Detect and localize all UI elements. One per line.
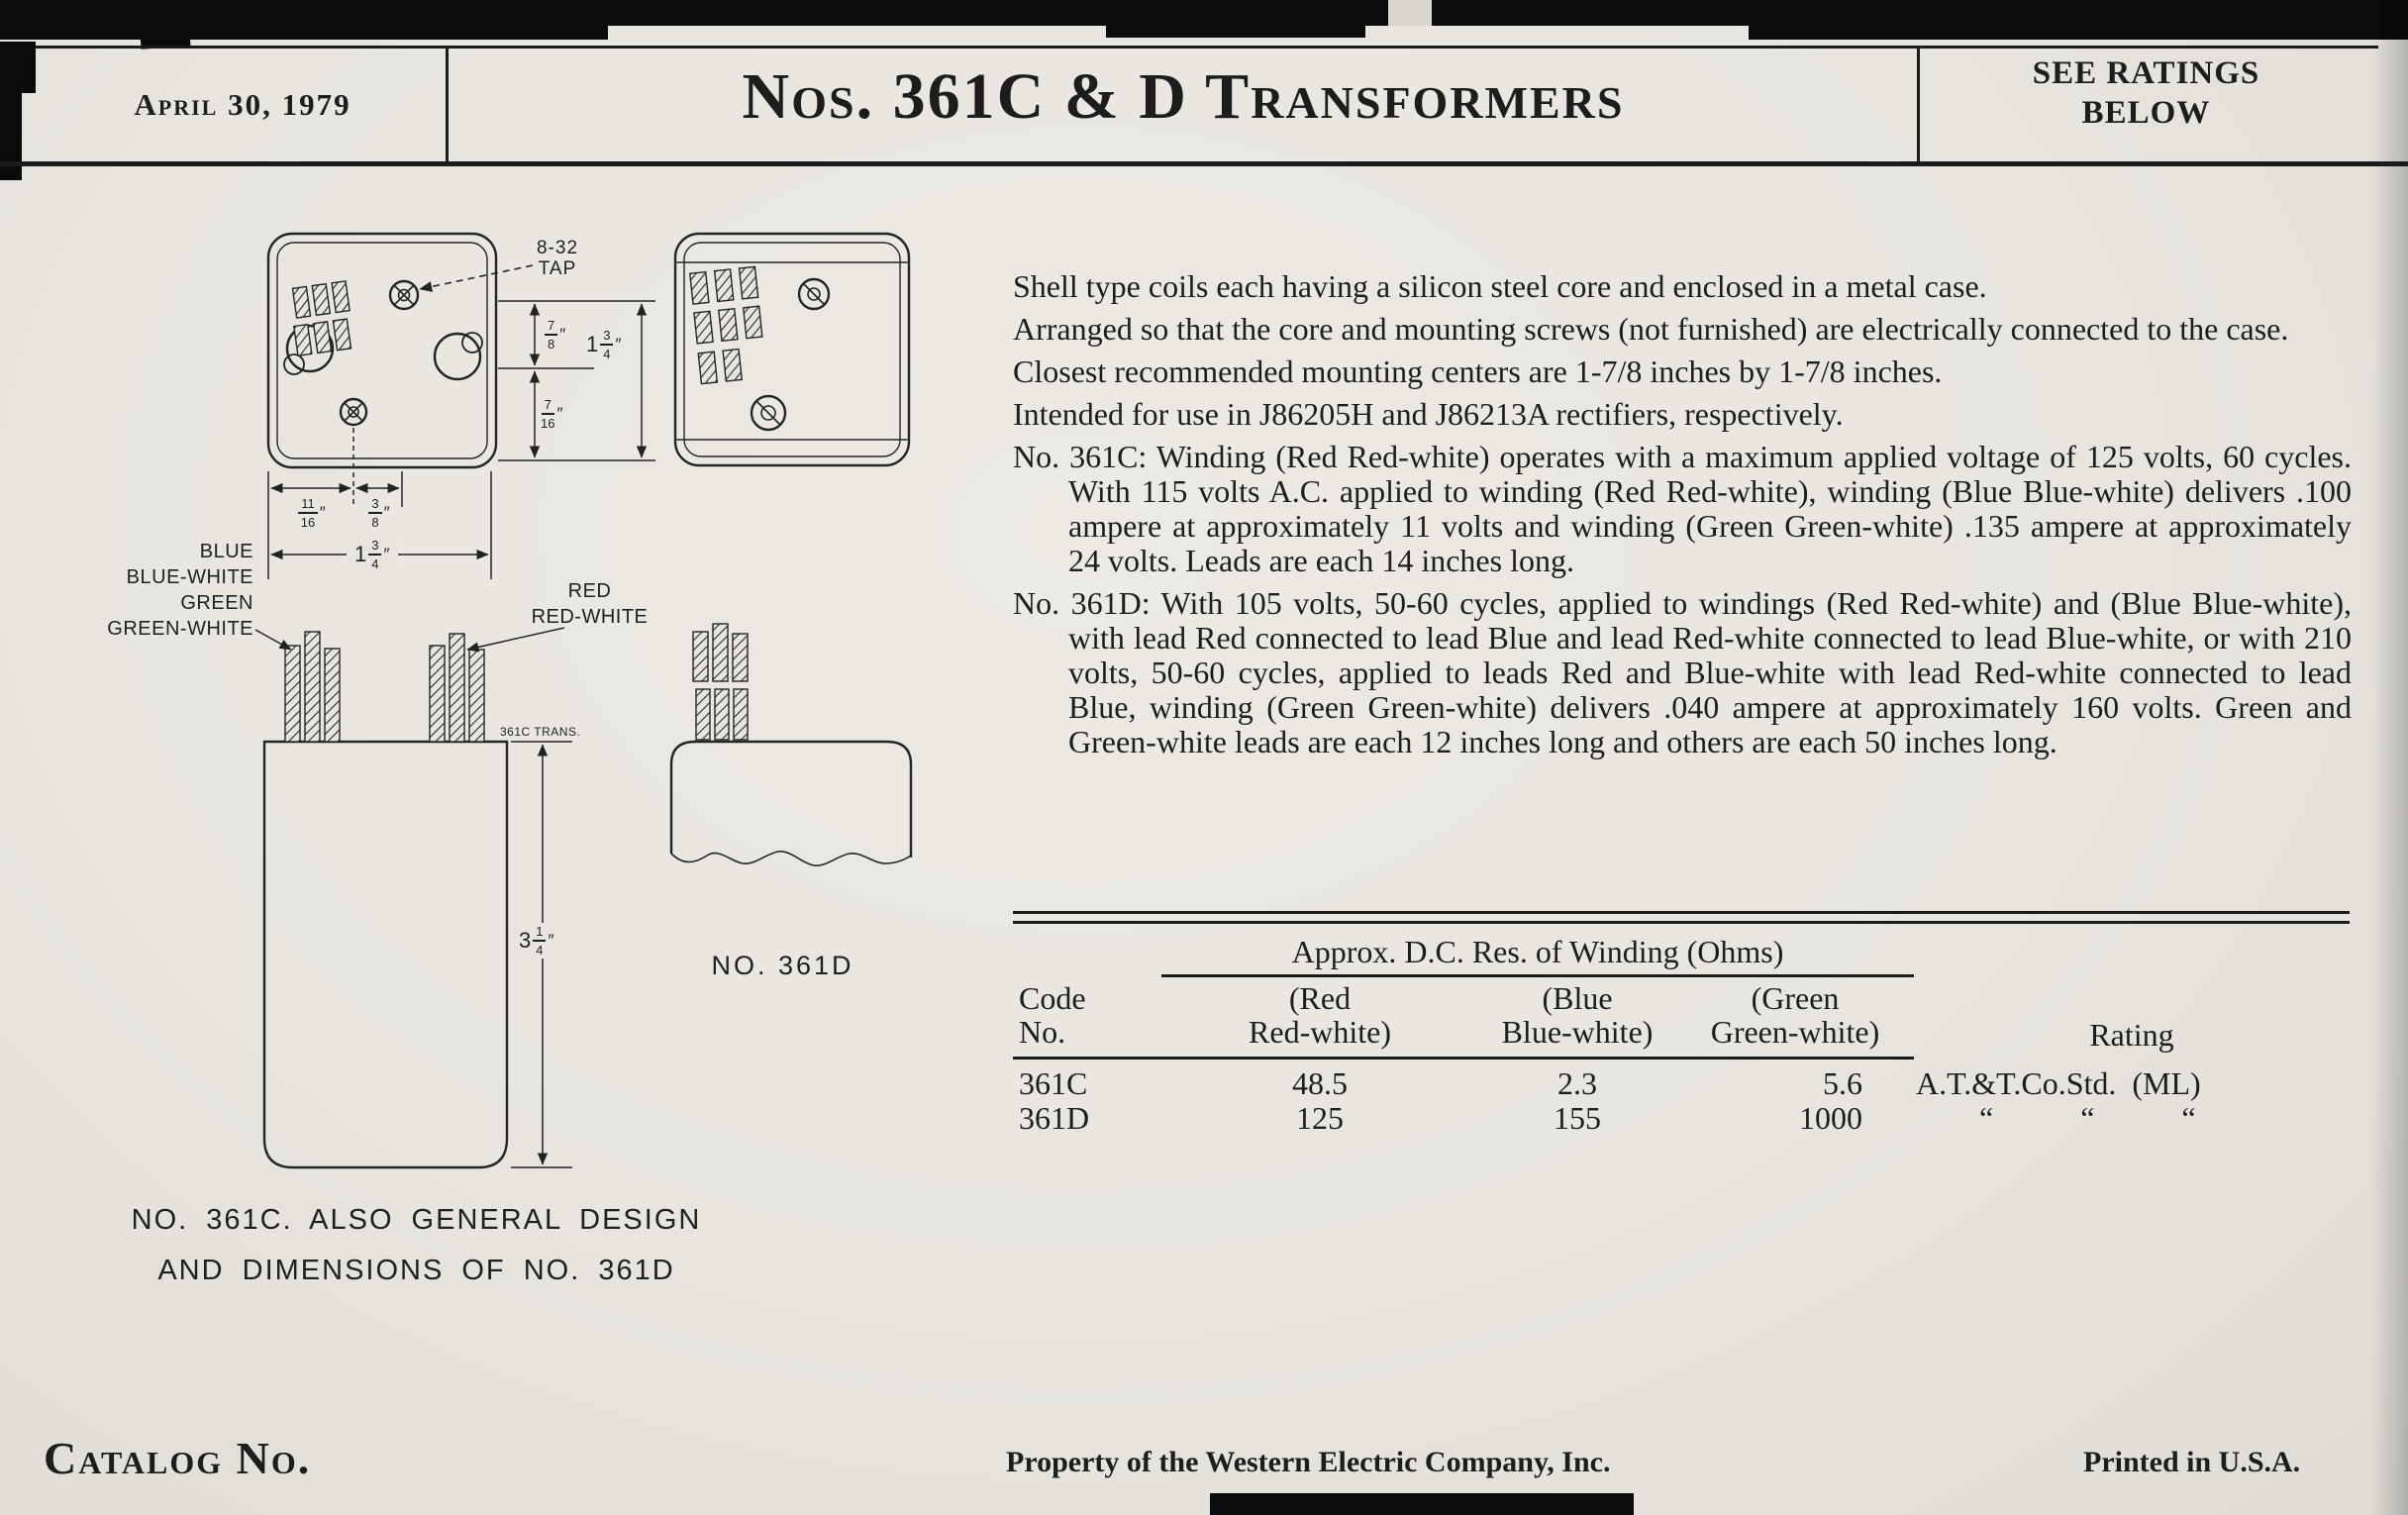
lead-label-red: RED (567, 580, 612, 602)
table-cell-rating: A.T.&T.Co.Std. (ML) (1916, 1065, 2201, 1101)
issue-date: April 30, 1979 (134, 87, 351, 122)
scan-artifact-gap (1388, 0, 1432, 26)
col-header-blue: (Blue Blue-white) (1478, 977, 1676, 1060)
scan-artifact (1749, 24, 2408, 40)
description-paragraph: No. 361D: With 105 volts, 50-60 cycles, applied to windings (Red Red-white) and (Blue Blue-white), with lead Red connected to lead Blue and lead Red-white connected to lead Blue-white, or with 210 volts, 50-60 cycles, applied to leads Red and Blue-white with lead Red-white connected to lead Blue, winding (Green Green-white) delivers .040 ampere at approximately 160 volts. Green and Green-white leads are each 12 inches long and others are each 50 inches long. (1013, 585, 2352, 759)
catalog-number-label: Catalog No. (44, 1433, 312, 1483)
ratings-note-line2: BELOW (2081, 95, 2211, 131)
table-cell: 125 (1296, 1100, 1344, 1136)
scan-artifact (1106, 24, 1365, 38)
table-cell: 1000 (1799, 1100, 1862, 1136)
table-top-rule (1013, 911, 2350, 924)
tap-callout-line1: 8-32 (536, 238, 579, 258)
table-span-header: Approx. D.C. Res. of Winding (Ohms) (1161, 932, 1914, 977)
side-view-drawing (255, 628, 572, 1167)
table-cell: 2.3 (1557, 1065, 1597, 1101)
ratings-note (1920, 53, 2372, 133)
lead-label-green: GREEN (180, 592, 253, 614)
printed-notice: Printed in U.S.A. (2083, 1446, 2301, 1478)
table-cell-rating-ditto: “ “ “ (1979, 1100, 2196, 1136)
description-paragraph: Intended for use in J86205H and J86213A rectifiers, respectively. (1013, 396, 1844, 432)
description-paragraph: Arranged so that the core and mounting screws (not furnished) are electrically connected to the case. (1013, 311, 2289, 347)
col-header-code: Code No. (1013, 977, 1161, 1060)
col-header-green: (Green Green-white) (1676, 977, 1914, 1060)
drawing-caption (127, 1204, 706, 1287)
technical-drawing (0, 0, 990, 1337)
col-header-rating: Rating (2089, 1017, 2174, 1053)
resistance-table (1013, 911, 2350, 1134)
ratings-note-line1: SEE RATINGS (2032, 55, 2260, 91)
left-lead-labels (57, 539, 253, 642)
dimension-label-3-8: $\frac{3}{8}$ ″ (356, 497, 400, 529)
drawing-caption-line1: NO. 361C. ALSO GENERAL DESIGN (131, 1204, 702, 1236)
tap-callout (515, 238, 600, 279)
lead-label-blue-white: BLUE-WHITE (126, 566, 253, 588)
scan-edge-shadow (2370, 0, 2408, 1515)
col-header-red: (Red Red-white) (1161, 977, 1478, 1060)
drawing-caption-line2: AND DIMENSIONS OF NO. 361D (157, 1255, 675, 1286)
dimension-label-3-1-4-height: 3 $\frac{1}{4}$ ″ (511, 923, 562, 959)
model-361d-label: NO. 361D (711, 951, 854, 980)
lead-label-red-white: RED-WHITE (531, 606, 649, 628)
table-cell: 155 (1554, 1100, 1601, 1136)
right-lead-labels (523, 578, 656, 630)
description-paragraph: Closest recommended mounting centers are 1-7/8 inches by 1-7/8 inches. (1013, 354, 1943, 389)
table-row-code: 361C (1019, 1065, 1088, 1101)
description-paragraph: No. 361C: Winding (Red Red-white) operates with a maximum applied voltage of 125 volts, 60 cycles. With 115 volts A.C. applied to winding (Red Red-white), winding (Blue Blue-white) delivers .100 ampere at approximately 11 volts and winding (Green Green-white) .135 ampere at approximately 24 volts. Leads are each 14 inches long. (1013, 439, 2352, 578)
top-view-plain-drawing (675, 234, 909, 465)
table-cell: 5.6 (1823, 1065, 1862, 1101)
table-row-code: 361D (1019, 1100, 1090, 1136)
page-title: Nos. 361C & D Transformers (742, 60, 1625, 133)
dimension-label-11-16: $\frac{11}{16}$ ″ (279, 497, 343, 529)
description (1013, 269, 2352, 767)
lead-label-green-white: GREEN-WHITE (107, 618, 253, 640)
dimension-label-1-3-4-horizontal: 1 $\frac{3}{4}$ ″ (347, 537, 398, 572)
dimension-label-1-3-4-vertical: 1 $\frac{3}{4}$ ″ (586, 328, 622, 361)
lead-label-blue: BLUE (199, 541, 253, 562)
table-cell: 48.5 (1292, 1065, 1348, 1101)
transformer-note: 361C TRANS. (500, 725, 581, 739)
partial-side-view-drawing (671, 624, 911, 865)
description-paragraph: Shell type coils each having a silicon steel core and enclosed in a metal case. (1013, 268, 1987, 304)
scan-artifact-bottom-bar (1210, 1493, 1634, 1515)
dimension-label-7-8: $\frac{7}{8}$ ″ (543, 319, 565, 351)
tap-callout-line2: TAP (538, 258, 577, 279)
property-notice: Property of the Western Electric Company, Inc. (1006, 1446, 1611, 1478)
dimension-label-7-16: $\frac{7}{16}$ ″ (541, 397, 563, 431)
